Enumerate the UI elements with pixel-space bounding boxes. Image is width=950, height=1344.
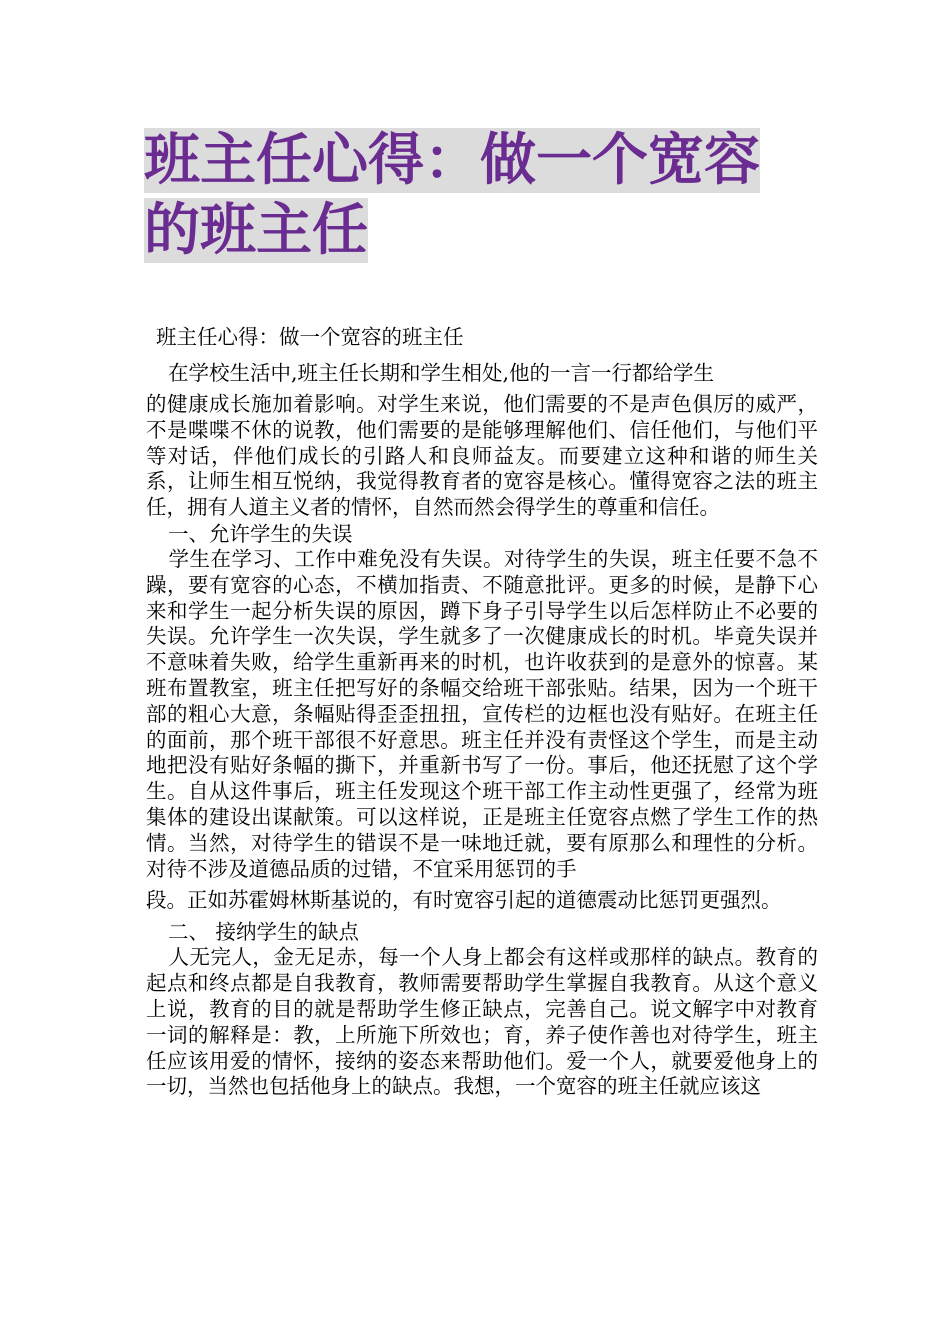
title-line-1: 班主任心得：做一个宽容 [144, 128, 760, 193]
document-body [146, 318, 818, 1100]
section-heading-2: 二、 接纳学生的缺点 [168, 920, 360, 945]
section-heading-1: 一、允许学生的失误 [168, 521, 353, 546]
paragraph-intro: 的健康成长施加着影响。对学生来说，他们需要的不是声色俱厉的威严，不是喋喋不休的说教，他们需要的是能够理解他们、信任他们，与他们平等对话，伴他们成长的引路人和良师益友。而要建立这种和谐的师生关系，让师生相互悦纳，我觉得教育者的宽容是核心。懂得宽容之法的班主任，拥有人道主义者的情怀，自然而然会得学生的尊重和信任。 [146, 392, 818, 520]
paragraph-section-1: 学生在学习、工作中难免没有失误。对待学生的失误，班主任要不急不躁，要有宽容的心态，不横加指责、不随意批评。更多的时候，是静下心来和学生一起分析失误的原因，蹲下身子引导学生以后怎样防止不必要的失误。允许学生一次失误，学生就多了一次健康成长的时机。毕竟失误并不意味着失败，给学生重新再来的时机，也许收获到的是意外的惊喜。某班布置教室，班主任把写好的条幅交给班干部张贴。结果，因为一个班干部的粗心大意，条幅贴得歪歪扭扭，宣传栏的边框也没有贴好。在班主任的面前，那个班干部很不好意思。班主任并没有责怪这个学生，而是主动地把没有贴好条幅的撕下，并重新书写了一份。事后，他还抚慰了这个学生。自从这件事后，班主任发现这个班干部工作主动性更强了，经常为班集体的建设出谋献策。可以这样说，正是班主任宽容点燃了学生工作的热情。当然，对待学生的错误不是一味地迁就，要有原那么和理性的分析。对待不涉及道德品质的过错，不宜采用惩罚的手 [146, 546, 818, 881]
title-line-2: 的班主任 [144, 198, 368, 263]
document-title [144, 126, 824, 266]
paragraph-section-2: 人无完人，金无足赤，每一个人身上都会有这样或那样的缺点。教育的起点和终点都是自我教育，教师需要帮助学生掌握自我教育。从这个意义上说，教育的目的就是帮助学生修正缺点，完善自己。说文解字中对教育一词的解释是：教，上所施下所效也；育，养子使作善也对待学生，班主任应该用爱的情怀，接纳的姿态来帮助他们。爱一个人，就要爱他身上的一切，当然也包括他身上的缺点。我想，一个宽容的班主任就应该这 [146, 945, 818, 1099]
paragraph-section-1-end: 段。正如苏霍姆林斯基说的，有时宽容引起的道德震动比惩罚更强烈。 [146, 888, 782, 913]
subtitle: 班主任心得：做一个宽容的班主任 [156, 325, 464, 349]
lead-line: 在学校生活中,班主任长期和学生相处,他的一言一行都给学生 [168, 361, 715, 385]
